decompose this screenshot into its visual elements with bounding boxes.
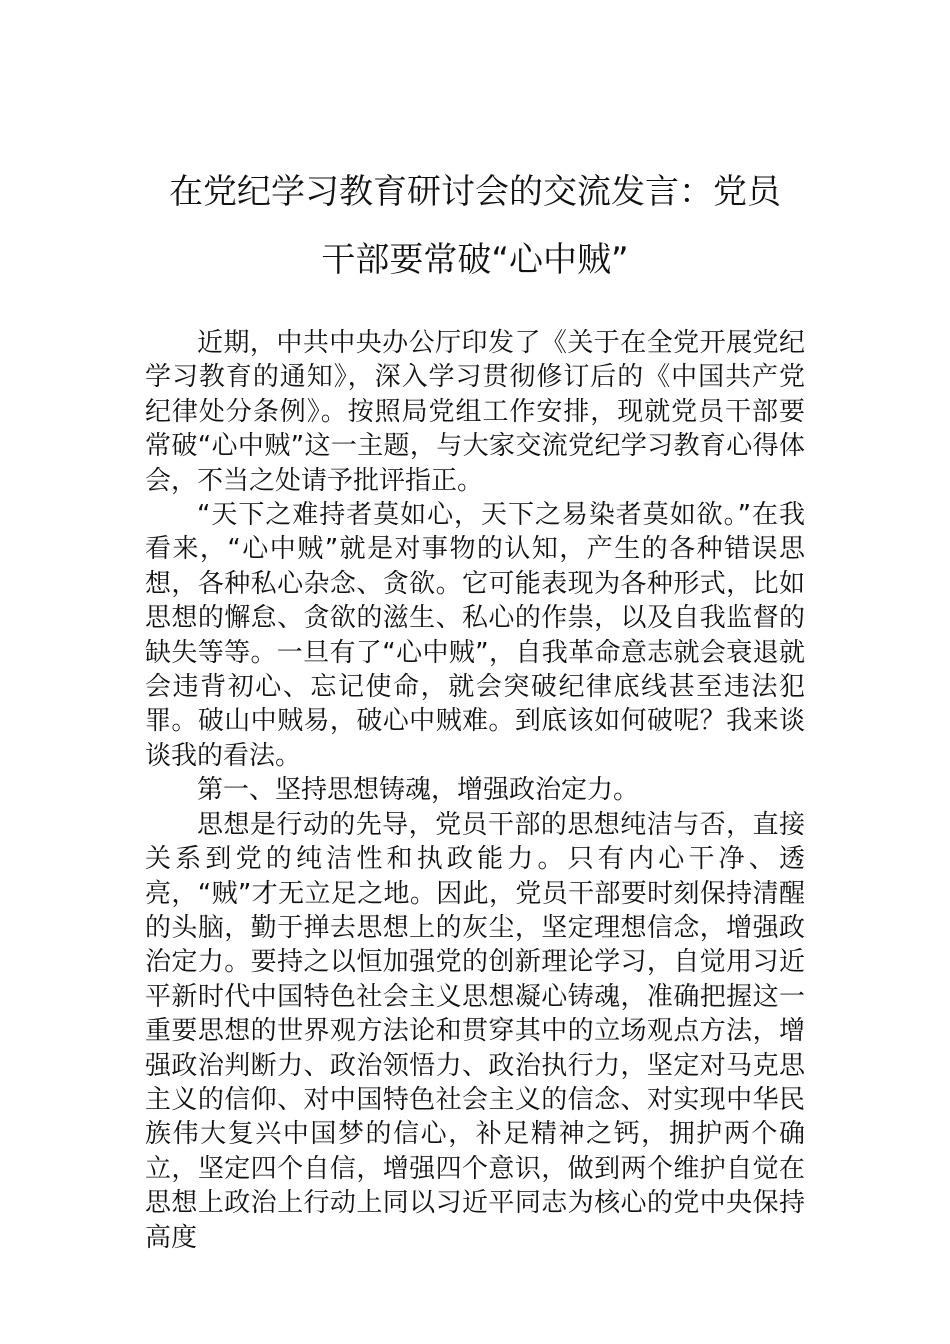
- title-line-2: 干部要常破“心中贼”: [321, 240, 629, 280]
- document-body: [145, 326, 805, 1255]
- section-heading-first: 第一、坚持思想铸魂，增强政治定力。: [197, 775, 640, 806]
- paragraph-intro: 近期，中共中央办公厅印发了《关于在全党开展党纪学习教育的通知》，深入学习贯彻修订后的《中国共产党纪律处分条例》。按照局党组工作安排，现就党员干部要常破“心中贼”这一主题，与大家交流党纪学习教育心得体会，不当之处请予批评指正。: [145, 328, 805, 496]
- paragraph-heart-thief: “天下之难持者莫如心，天下之易染者莫如欲。”在我看来，“心中贼”就是对事物的认知，产生的各种错误思想，各种私心杂念、贪欲。它可能表现为各种形式，比如思想的懈怠、贪欲的滋生、私心的作祟，以及自我监督的缺失等等。一旦有了“心中贼”，自我革命意志就会衰退就会违背初心、忘记使命，就会突破纪律底线甚至违法犯罪。破山中贼易，破心中贼难。到底该如何破呢？我来谈谈我的看法。: [145, 500, 805, 771]
- document-title: [145, 158, 805, 294]
- paragraph-thought: 思想是行动的先导，党员干部的思想纯洁与否，直接关系到党的纯洁性和执政能力。只有内心干净、透亮，“贼”才无立足之地。因此，党员干部要时刻保持清醒的头脑，勤于掸去思想上的灰尘，坚定理想信念，增强政治定力。要持之以恒加强党的创新理论学习，自觉用习近平新时代中国特色社会主义思想凝心铸魂，准确把握这一重要思想的世界观方法论和贯穿其中的立场观点方法，增强政治判断力、政治领悟力、政治执行力，坚定对马克思主义的信仰、对中国特色社会主义的信念、对实现中华民族伟大复兴中国梦的信心，补足精神之钙，拥护两个确立，坚定四个自信，增强四个意识，做到两个维护自觉在思想上政治上行动上同以习近平同志为核心的党中央保持高度: [145, 809, 805, 1253]
- title-line-1: 在党纪学习教育研讨会的交流发言：党员: [169, 172, 781, 212]
